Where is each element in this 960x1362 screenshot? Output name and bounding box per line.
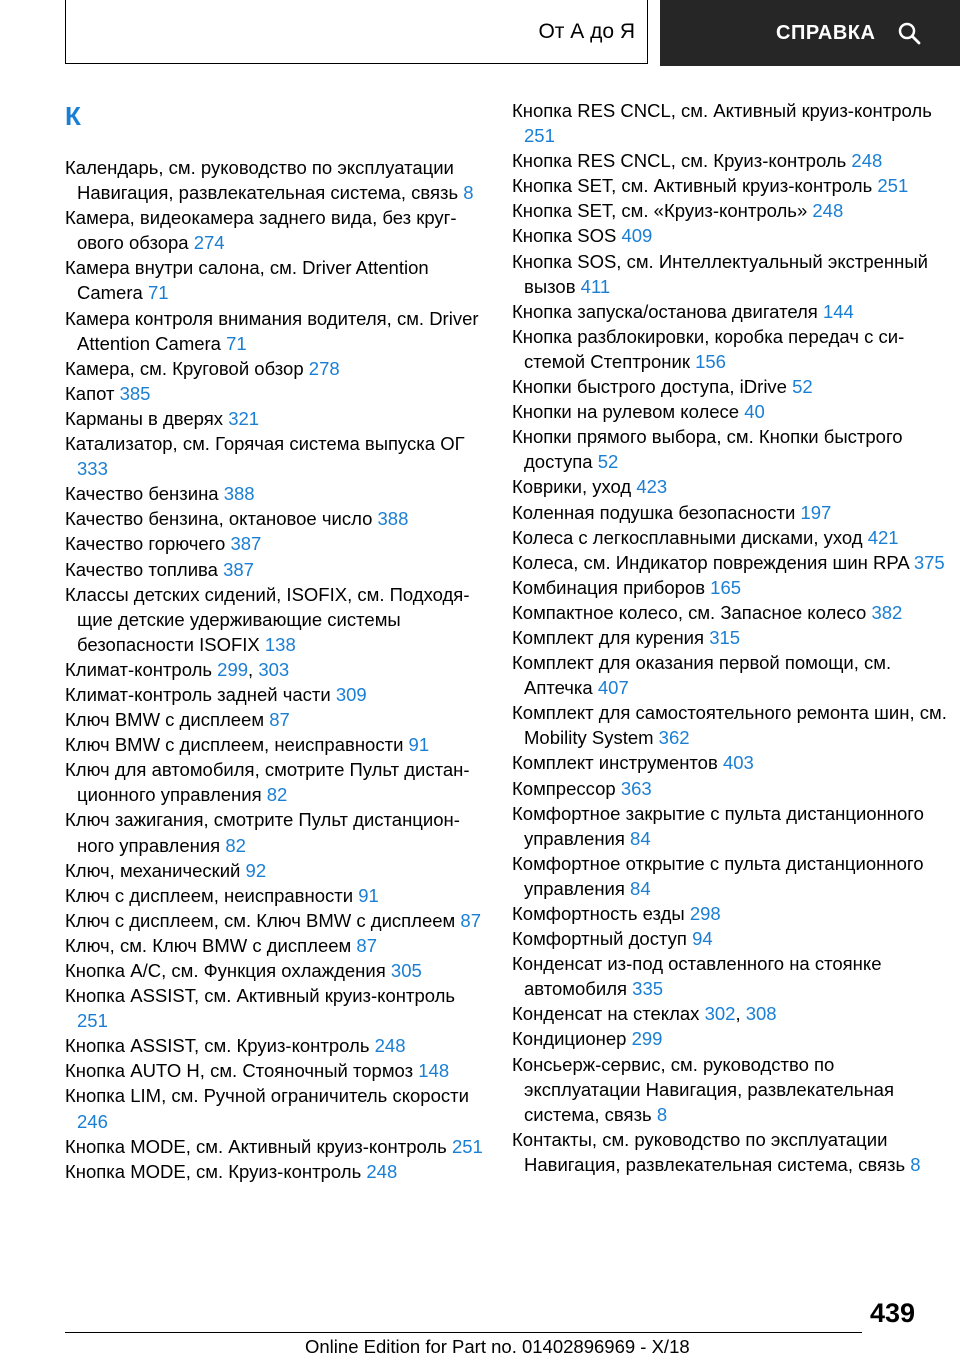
index-entry-text: Камера, видеокамера заднего вида, без кругового обзора	[65, 207, 457, 254]
index-entry	[512, 851, 952, 901]
page-link[interactable]: 8	[656, 1103, 668, 1125]
index-entry	[512, 148, 952, 173]
page-link[interactable]: 274	[193, 232, 225, 254]
index-entry-text: Комфортный доступ	[512, 928, 687, 950]
index-entry-text: Колеса, см. Индикатор повреждения шин RPA	[512, 551, 909, 573]
index-entry-text: Ключ BMW с дисплеем, неисправности	[65, 734, 404, 756]
page-link[interactable]: 387	[223, 558, 254, 580]
page-link[interactable]: 387	[230, 533, 262, 555]
index-entry-text: Кнопка A/C, см. Функция охлаждения	[65, 960, 386, 981]
index-entry	[512, 600, 952, 625]
index-entry-text: Кнопка RES CNCL, см. Круиз-контроль	[512, 150, 847, 172]
page-link[interactable]: 92	[245, 859, 267, 881]
index-entry	[512, 424, 952, 474]
index-entry-text: Кнопка LIM, см. Ручной ограничитель скорости	[65, 1085, 469, 1107]
index-entry	[65, 1134, 485, 1159]
page-link[interactable]: 91	[408, 734, 430, 756]
index-entry-text: Качество горючего	[65, 533, 226, 555]
index-entry-text: Консьерж-сервис, см. руководство по эксплуатации Навигация, развлекательная система, связь	[512, 1053, 894, 1125]
page-link[interactable]: 87	[356, 934, 377, 956]
index-entry	[512, 374, 952, 399]
index-entry	[65, 1159, 485, 1184]
index-entry-text: Комплект для курения	[512, 626, 705, 648]
tab-a-to-z[interactable]	[65, 0, 648, 64]
index-entry-text: Качество топлива	[65, 558, 218, 580]
page-link[interactable]: 91	[358, 884, 379, 906]
index-entry-text: Контакты, см. руководство по эксплуатации Навигация, развлекательная система, связь	[512, 1128, 906, 1175]
index-entry	[65, 1083, 485, 1133]
search-icon	[897, 21, 921, 45]
index-entry-text: Кондиционер	[512, 1028, 627, 1050]
index-entry-text: Кнопка ASSIST, см. Активный круиз-контроль	[65, 985, 456, 1007]
page-link[interactable]: 248	[374, 1035, 406, 1057]
page-link[interactable]: 382	[871, 601, 903, 623]
index-entry	[512, 550, 952, 575]
page-link[interactable]: 8	[910, 1153, 921, 1175]
page-link[interactable]: 71	[147, 282, 169, 304]
index-entry-text: Комбинация приборов	[512, 576, 706, 598]
page-link[interactable]: 403	[722, 752, 754, 774]
index-entry-text: Конденсат из-под оставленного на стоянке автомобиля	[512, 953, 882, 1000]
index-entry	[65, 255, 485, 305]
index-entry-text: Климат-контроль задней части	[65, 683, 331, 705]
index-entry-text: Календарь, см. руководство по эксплуатации Навигация, развлекательная система, связь	[65, 157, 459, 204]
index-entry-text: Кнопка MODE, см. Круиз-контроль	[65, 1160, 362, 1182]
index-entry	[65, 1033, 485, 1058]
tab-a-to-z-label: От А до Я	[538, 19, 635, 43]
index-entry-text: Камера, см. Круговой обзор	[65, 357, 304, 379]
index-entry	[512, 474, 952, 499]
page-link[interactable]: 305	[390, 960, 422, 981]
page-link[interactable]: 299	[217, 658, 249, 680]
index-entry-text: Ключ с дисплеем, см. Ключ BMW с дисплеем	[65, 909, 456, 931]
index-entry-text: Комплект инструментов	[512, 752, 718, 774]
index-entry	[65, 732, 485, 757]
index-entry	[65, 531, 485, 556]
page-link[interactable]: 87	[460, 909, 481, 931]
index-entry	[65, 582, 485, 657]
tab-help-label: СПРАВКА	[776, 21, 876, 44]
page-link[interactable]: 248	[851, 150, 883, 172]
index-entry-text: Кнопка SET, см. Активный круиз-контроль	[512, 175, 873, 197]
index-entry-text: Камера контроля внимания водителя, см. Driver Attention Camera	[65, 307, 479, 354]
index-entry	[512, 299, 952, 324]
index-entry-text: Кнопки быстрого доступа, iDrive	[512, 376, 787, 398]
page-link[interactable]: 251	[77, 1010, 108, 1032]
index-entry-text: Качество бензина, октановое число	[65, 508, 373, 530]
index-entry-text: Кнопки на рулевом колесе	[512, 401, 740, 423]
index-entry-text: Ключ для автомобиля, смотрите Пульт дистанционного управления	[65, 759, 470, 806]
index-entry-text: Комфортность езды	[512, 903, 685, 924]
index-entry: Климат-контроль 299, 303	[65, 658, 290, 680]
index-entry	[512, 1052, 952, 1127]
index-entry-text: Классы детских сидений, ISOFIX, см. Подходящие детские удерживающие системы безопасности ISOFIX	[65, 583, 470, 655]
page-link[interactable]: 309	[335, 683, 367, 705]
page-link[interactable]: 407	[597, 677, 629, 699]
index-entry	[512, 525, 952, 550]
index-entry	[512, 901, 952, 926]
footer-divider	[65, 1332, 862, 1333]
page-link[interactable]: 388	[223, 483, 255, 505]
page-link[interactable]: 251	[524, 125, 555, 147]
index-entry	[65, 958, 485, 983]
index-entry-text: Кнопка SOS	[512, 225, 617, 247]
index-entry-text: Ключ, см. Ключ BMW с дисплеем	[65, 934, 352, 956]
index-entry-text: Кнопка AUTO H, см. Стояночный тормоз	[65, 1060, 414, 1082]
page-link[interactable]: 335	[632, 978, 664, 1000]
index-entry-text: Кнопка SET, см. «Круиз-контроль»	[512, 200, 808, 222]
index-entry	[65, 406, 485, 431]
page-link[interactable]: 362	[658, 727, 690, 749]
index-list-left	[65, 155, 485, 1184]
index-entry	[512, 926, 952, 951]
page-link[interactable]: 84	[630, 827, 651, 849]
index-entry	[65, 557, 485, 582]
index-entry: Конденсат на стеклах 302, 308	[512, 1003, 777, 1025]
page-number: 439	[870, 1298, 916, 1328]
index-entry	[512, 801, 952, 851]
index-entry-text: Кнопка MODE, см. Активный круиз-контроль	[65, 1135, 447, 1157]
index-entry	[512, 650, 952, 700]
page-link[interactable]: 251	[451, 1135, 483, 1157]
page-link[interactable]: 82	[266, 784, 288, 806]
page-link[interactable]: 197	[800, 501, 832, 523]
page-link[interactable]: 156	[695, 350, 726, 372]
page-link[interactable]: 321	[228, 407, 260, 429]
index-list-right	[512, 98, 952, 1177]
index-entry-text: Комфортное открытие с пульта дистанционного управления	[512, 852, 924, 899]
index-entry	[512, 575, 952, 600]
index-entry	[512, 500, 952, 525]
index-entry	[512, 1127, 952, 1177]
index-entry	[65, 306, 485, 356]
index-entry-text: Капот	[65, 382, 115, 404]
index-entry-text: Кнопка ASSIST, см. Круиз-контроль	[65, 1035, 370, 1057]
page-link[interactable]: 423	[636, 476, 668, 498]
index-entry	[65, 1058, 485, 1083]
index-entry-text: Компактное колесо, см. Запасное колесо	[512, 601, 867, 623]
index-entry-text: Кнопка разблокировки, коробка передач с системой Стептроник	[512, 325, 905, 372]
page-link[interactable]: 298	[689, 903, 721, 924]
page-link[interactable]: 82	[225, 834, 246, 856]
index-entry-text: Качество бензина	[65, 483, 219, 505]
index-entry-text: Комфортное закрытие с пульта дистанционного управления	[512, 802, 924, 849]
tab-help[interactable]	[660, 0, 960, 66]
page-link[interactable]: 84	[630, 877, 651, 899]
index-entry	[512, 625, 952, 650]
index-entry	[65, 205, 485, 255]
page-link[interactable]: 302	[704, 1003, 736, 1025]
index-entry	[65, 481, 485, 506]
index-entry-text: Кнопка запуска/останова двигателя	[512, 300, 818, 322]
page-link[interactable]: 40	[744, 401, 765, 423]
index-column-right	[512, 98, 952, 1177]
page-link[interactable]: 299	[631, 1028, 663, 1050]
index-entry-text: Коврики, уход	[512, 476, 632, 498]
page-link[interactable]: 333	[77, 458, 108, 480]
page-link[interactable]: 248	[812, 200, 844, 222]
index-entry-text: Ключ, механический	[65, 859, 241, 881]
top-navigation	[0, 0, 960, 66]
index-entry-text: Ключ зажигания, смотрите Пульт дистанционного управления	[65, 809, 460, 856]
page-link[interactable]: 144	[822, 300, 854, 322]
page-link[interactable]: 375	[913, 551, 945, 573]
page-link[interactable]: 421	[867, 526, 899, 548]
page-link[interactable]: 165	[710, 576, 742, 598]
index-entry	[65, 983, 485, 1033]
page-link[interactable]: 71	[226, 332, 247, 354]
page-link[interactable]: 246	[77, 1110, 108, 1132]
index-entry-text: Кнопка RES CNCL, см. Активный круиз-контроль	[512, 100, 932, 121]
index-entry	[65, 757, 485, 807]
page-link[interactable]: 94	[692, 928, 713, 950]
page-link[interactable]: 303	[258, 658, 290, 680]
index-entry	[65, 707, 485, 732]
index-entry	[512, 1026, 952, 1051]
page-link[interactable]: 308	[745, 1003, 777, 1025]
page-link[interactable]: 52	[597, 451, 619, 473]
footer-edition: Online Edition for Part no. 01402896969 - X/18	[305, 1336, 690, 1357]
index-entry	[512, 750, 952, 775]
page-link[interactable]: 138	[264, 633, 296, 655]
index-entry	[512, 324, 952, 374]
index-entry	[65, 908, 485, 933]
page-link[interactable]: 278	[308, 357, 340, 379]
index-entry	[512, 98, 952, 148]
page-link[interactable]: 363	[620, 777, 652, 799]
index-entry	[65, 807, 485, 857]
page-link[interactable]: 385	[119, 382, 151, 404]
index-entry-text: Комплект для самостоятельного ремонта шин, см. Mobility System	[512, 702, 947, 749]
page-link[interactable]: 148	[418, 1060, 450, 1082]
index-entry-text: Катализатор, см. Горячая система выпуска ОГ	[65, 433, 465, 455]
index-entry-text: Комплект для оказания первой помощи, см. Аптечка	[512, 652, 892, 699]
index-entry-text: Карманы в дверях	[65, 407, 224, 429]
index-entry	[65, 682, 485, 707]
index-entry	[512, 776, 952, 801]
index-entry	[512, 399, 952, 424]
index-entry	[65, 506, 485, 531]
index-entry	[65, 858, 485, 883]
section-letter: К	[65, 101, 81, 131]
index-entry	[512, 700, 952, 750]
index-entry-text: Ключ с дисплеем, неисправности	[65, 884, 354, 906]
page-link[interactable]: 87	[269, 709, 290, 731]
index-entry-text: Камера внутри салона, см. Driver Attention Camera	[65, 257, 429, 304]
index-entry	[65, 155, 485, 205]
index-entry-text: Ключ BMW с дисплеем	[65, 709, 265, 731]
index-entry	[65, 381, 485, 406]
index-entry-text: Компрессор	[512, 777, 616, 799]
index-entry-text: Климат-контроль	[65, 658, 213, 680]
index-entry-text: Коленная подушка безопасности	[512, 501, 796, 523]
page-link[interactable]: 388	[377, 508, 409, 530]
index-entry-text: Конденсат на стеклах	[512, 1003, 700, 1025]
index-entry	[65, 933, 485, 958]
page-link[interactable]: 52	[792, 376, 813, 398]
index-column-left	[65, 98, 485, 1184]
page-link[interactable]: 411	[580, 275, 611, 297]
index-entry	[65, 883, 485, 908]
page-link[interactable]: 248	[366, 1160, 398, 1182]
index-entry	[512, 223, 952, 248]
page-link[interactable]: 251	[877, 175, 909, 197]
page-link[interactable]: 8	[463, 182, 474, 204]
index-entry	[65, 431, 485, 481]
page-link[interactable]: 315	[709, 626, 741, 648]
index-entry	[512, 249, 952, 299]
index-entry	[512, 951, 952, 1001]
index-entry-text: Кнопки прямого выбора, см. Кнопки быстрого доступа	[512, 426, 903, 473]
index-entry-text: Колеса с легкосплавными дисками, уход	[512, 526, 863, 548]
index-entry	[512, 173, 952, 198]
index-entry	[512, 198, 952, 223]
page-link[interactable]: 409	[621, 225, 653, 247]
index-entry-text: Кнопка SOS, см. Интеллектуальный экстренный вызов	[512, 250, 928, 297]
index-entry	[65, 356, 485, 381]
